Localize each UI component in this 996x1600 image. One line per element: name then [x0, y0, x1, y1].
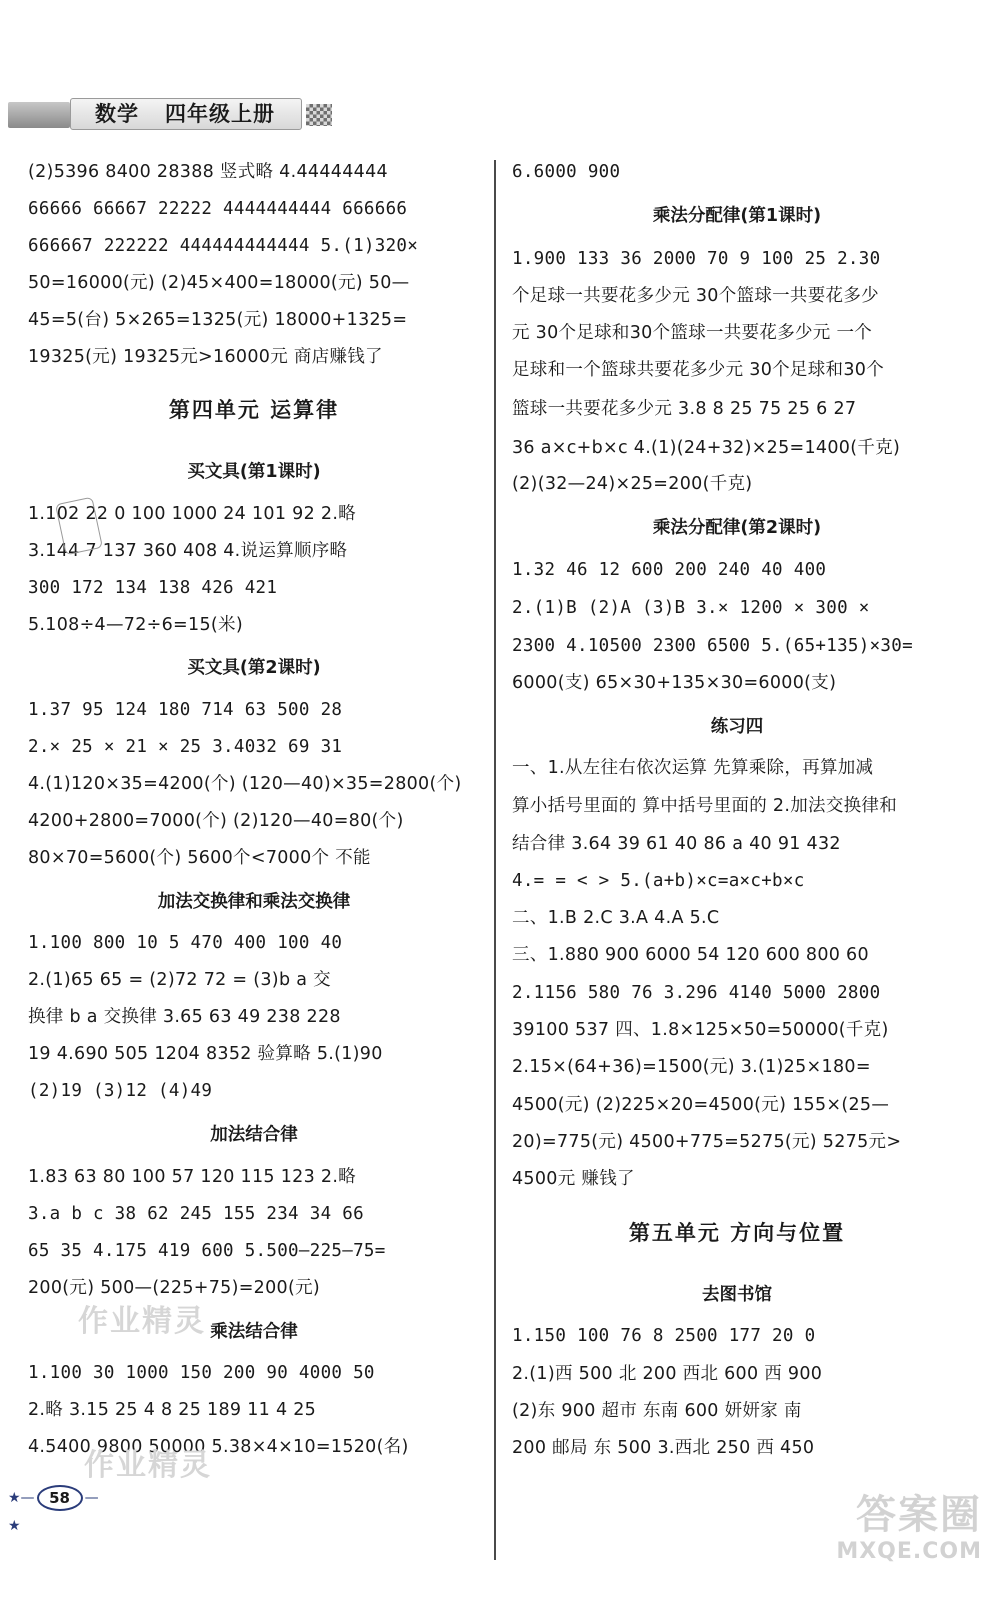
section-title: 买文具(第2课时)	[187, 658, 321, 678]
text-line: 2.(1)B (2)A (3)B 3.× 1200 × 300 ×	[512, 598, 870, 618]
corner-watermark-title: 答案圈	[856, 1492, 982, 1538]
star-icon: ★—	[8, 1490, 35, 1506]
text-line: (2)19 (3)12 (4)49	[28, 1081, 213, 1101]
section-title: 去图书馆	[702, 1285, 772, 1305]
text-line: 200 邮局 东 500 3.西北 250 西 450	[512, 1438, 815, 1458]
text-line: 4.5400 9800 50000 5.38×4×10=1520(名)	[28, 1437, 409, 1457]
text-line: 2.略 3.15 25 4 8 25 189 11 4 25	[28, 1400, 317, 1420]
section-title: 买文具(第1课时)	[187, 462, 321, 482]
corner-watermark-logo	[822, 1492, 982, 1578]
text-line: 4.= = < > 5.(a+b)×c=a×c+b×c	[512, 871, 805, 891]
text-line: 4500元 赚钱了	[512, 1169, 635, 1189]
header-title	[70, 98, 302, 130]
text-line: (2)(32—24)×25=200(千克)	[512, 474, 753, 494]
text-line: 36 a×c+b×c 4.(1)(24+32)×25=1400(千克)	[512, 438, 901, 458]
section-title: 乘法分配律(第2课时)	[652, 518, 822, 538]
text-line: 1.150 100 76 8 2500 177 20 0	[512, 1326, 816, 1346]
watermark-bottom: 作业精灵	[84, 1448, 212, 1483]
section-title: 加法结合律	[210, 1125, 298, 1145]
text-line: 65 35 4.175 419 600 5.500—225—75=	[28, 1241, 386, 1261]
text-line: 66666 66667 22222 4444444444 666666	[28, 199, 408, 219]
text-line: 1.37 95 124 180 714 63 500 28	[28, 700, 343, 720]
text-line: (2)东 900 超市 东南 600 妍妍家 南	[512, 1401, 802, 1421]
text-line: 19325(元) 19325元>16000元 商店赚钱了	[28, 347, 383, 367]
text-line: 666667 222222 444444444444 5.(1)320×	[28, 236, 419, 256]
text-line: 300 172 134 138 426 421	[28, 578, 278, 598]
text-line: 1.900 133 36 2000 70 9 100 25 2.30	[512, 249, 881, 269]
text-line: 39100 537 四、1.8×125×50=50000(千克)	[512, 1020, 889, 1040]
text-line: 5.108÷4—72÷6=15(米)	[28, 615, 243, 635]
text-line: (2)5396 8400 28388 竖式略 4.44444444	[28, 162, 388, 182]
section-title: 加法交换律和乘法交换律	[157, 892, 351, 912]
text-line: 4200+2800=7000(个) (2)120—40=80(个)	[28, 811, 404, 831]
text-line: 1.100 30 1000 150 200 90 4000 50	[28, 1363, 375, 1383]
header-grade: 四年级上册	[165, 102, 275, 126]
text-line: 1.102 22 0 100 1000 24 101 92 2.略	[28, 504, 356, 524]
text-line: 3.a b c 38 62 245 155 234 34 66	[28, 1204, 364, 1224]
text-line: 一、1.从左往右依次运算 先算乘除，再算加减	[512, 758, 874, 778]
corner-watermark-url: MXQE.COM	[836, 1539, 982, 1564]
text-line: 4500(元) (2)225×20=4500(元) 155×(25—	[512, 1095, 890, 1115]
text-line: 足球和一个篮球共要花多少元 30个足球和30个	[512, 360, 884, 380]
text-line: 算小括号里面的 算中括号里面的 2.加法交换律和	[512, 796, 898, 816]
watermark-mid: 作业精灵	[78, 1304, 206, 1339]
star-icon: —★	[8, 1490, 99, 1534]
section-title: 乘法分配律(第1课时)	[652, 206, 822, 226]
text-line: 篮球一共要花多少元 3.8 8 25 75 25 6 27	[512, 399, 857, 419]
text-line: 6000(支) 65×30+135×30=6000(支)	[512, 673, 837, 693]
text-line: 45=5(台) 5×265=1325(元) 18000+1325=	[28, 310, 408, 330]
text-line: 2.(1)西 500 北 200 西北 600 西 900	[512, 1364, 823, 1384]
page-number	[8, 1484, 108, 1534]
text-line: 三、1.880 900 6000 54 120 600 800 60	[512, 945, 869, 965]
text-line: 2.× 25 × 21 × 25 3.4032 69 31	[28, 737, 343, 757]
text-line: 200(元) 500—(225+75)=200(元)	[28, 1278, 321, 1298]
text-line: 20)=775(元) 4500+775=5275(元) 5275元>	[512, 1132, 902, 1152]
text-line: 2300 4.10500 2300 6500 5.(65+135)×30=	[512, 636, 913, 656]
text-line: 6.6000 900	[512, 162, 621, 182]
page-header	[8, 98, 328, 132]
text-line: 3.144 7 137 360 408 4.说运算顺序略	[28, 541, 348, 561]
text-line: 2.(1)65 65 = (2)72 72 = (3)b a 交	[28, 970, 331, 990]
text-line: 2.15×(64+36)=1500(元) 3.(1)25×180=	[512, 1057, 871, 1077]
section-title: 乘法结合律	[210, 1322, 298, 1342]
text-line: 80×70=5600(个) 5600个<7000个 不能	[28, 848, 371, 868]
column-divider	[494, 160, 496, 1560]
text-line: 1.83 63 80 100 57 120 115 123 2.略	[28, 1167, 356, 1187]
text-line: 1.100 800 10 5 470 400 100 40	[28, 933, 343, 953]
text-line: 50=16000(元) (2)45×400=18000(元) 50—	[28, 273, 410, 293]
text-line: 2.1156 580 76 3.296 4140 5000 2800	[512, 983, 881, 1003]
page-number-value: 58	[37, 1485, 83, 1511]
text-line: 换律 b a 交换律 3.65 63 49 238 228	[28, 1007, 341, 1027]
text-line: 元 30个足球和30个篮球一共要花多少元 一个	[512, 323, 873, 343]
header-checker-decoration	[306, 104, 332, 126]
header-grey-tab	[8, 102, 70, 128]
text-line: 个足球一共要花多少元 30个篮球一共要花多少	[512, 286, 879, 306]
section-title: 练习四	[710, 717, 764, 737]
text-line: 19 4.690 505 1204 8352 验算略 5.(1)90	[28, 1044, 383, 1064]
header-subject: 数学	[95, 102, 139, 126]
text-line: 4.(1)120×35=4200(个) (120—40)×35=2800(个)	[28, 774, 462, 794]
unit-title: 第五单元 方向与位置	[628, 1221, 846, 1245]
text-line: 结合律 3.64 39 61 40 86 a 40 91 432	[512, 834, 841, 854]
unit-title: 第四单元 运算律	[168, 398, 340, 422]
text-line: 二、1.B 2.C 3.A 4.A 5.C	[512, 908, 720, 928]
text-line: 1.32 46 12 600 200 240 40 400	[512, 560, 827, 580]
